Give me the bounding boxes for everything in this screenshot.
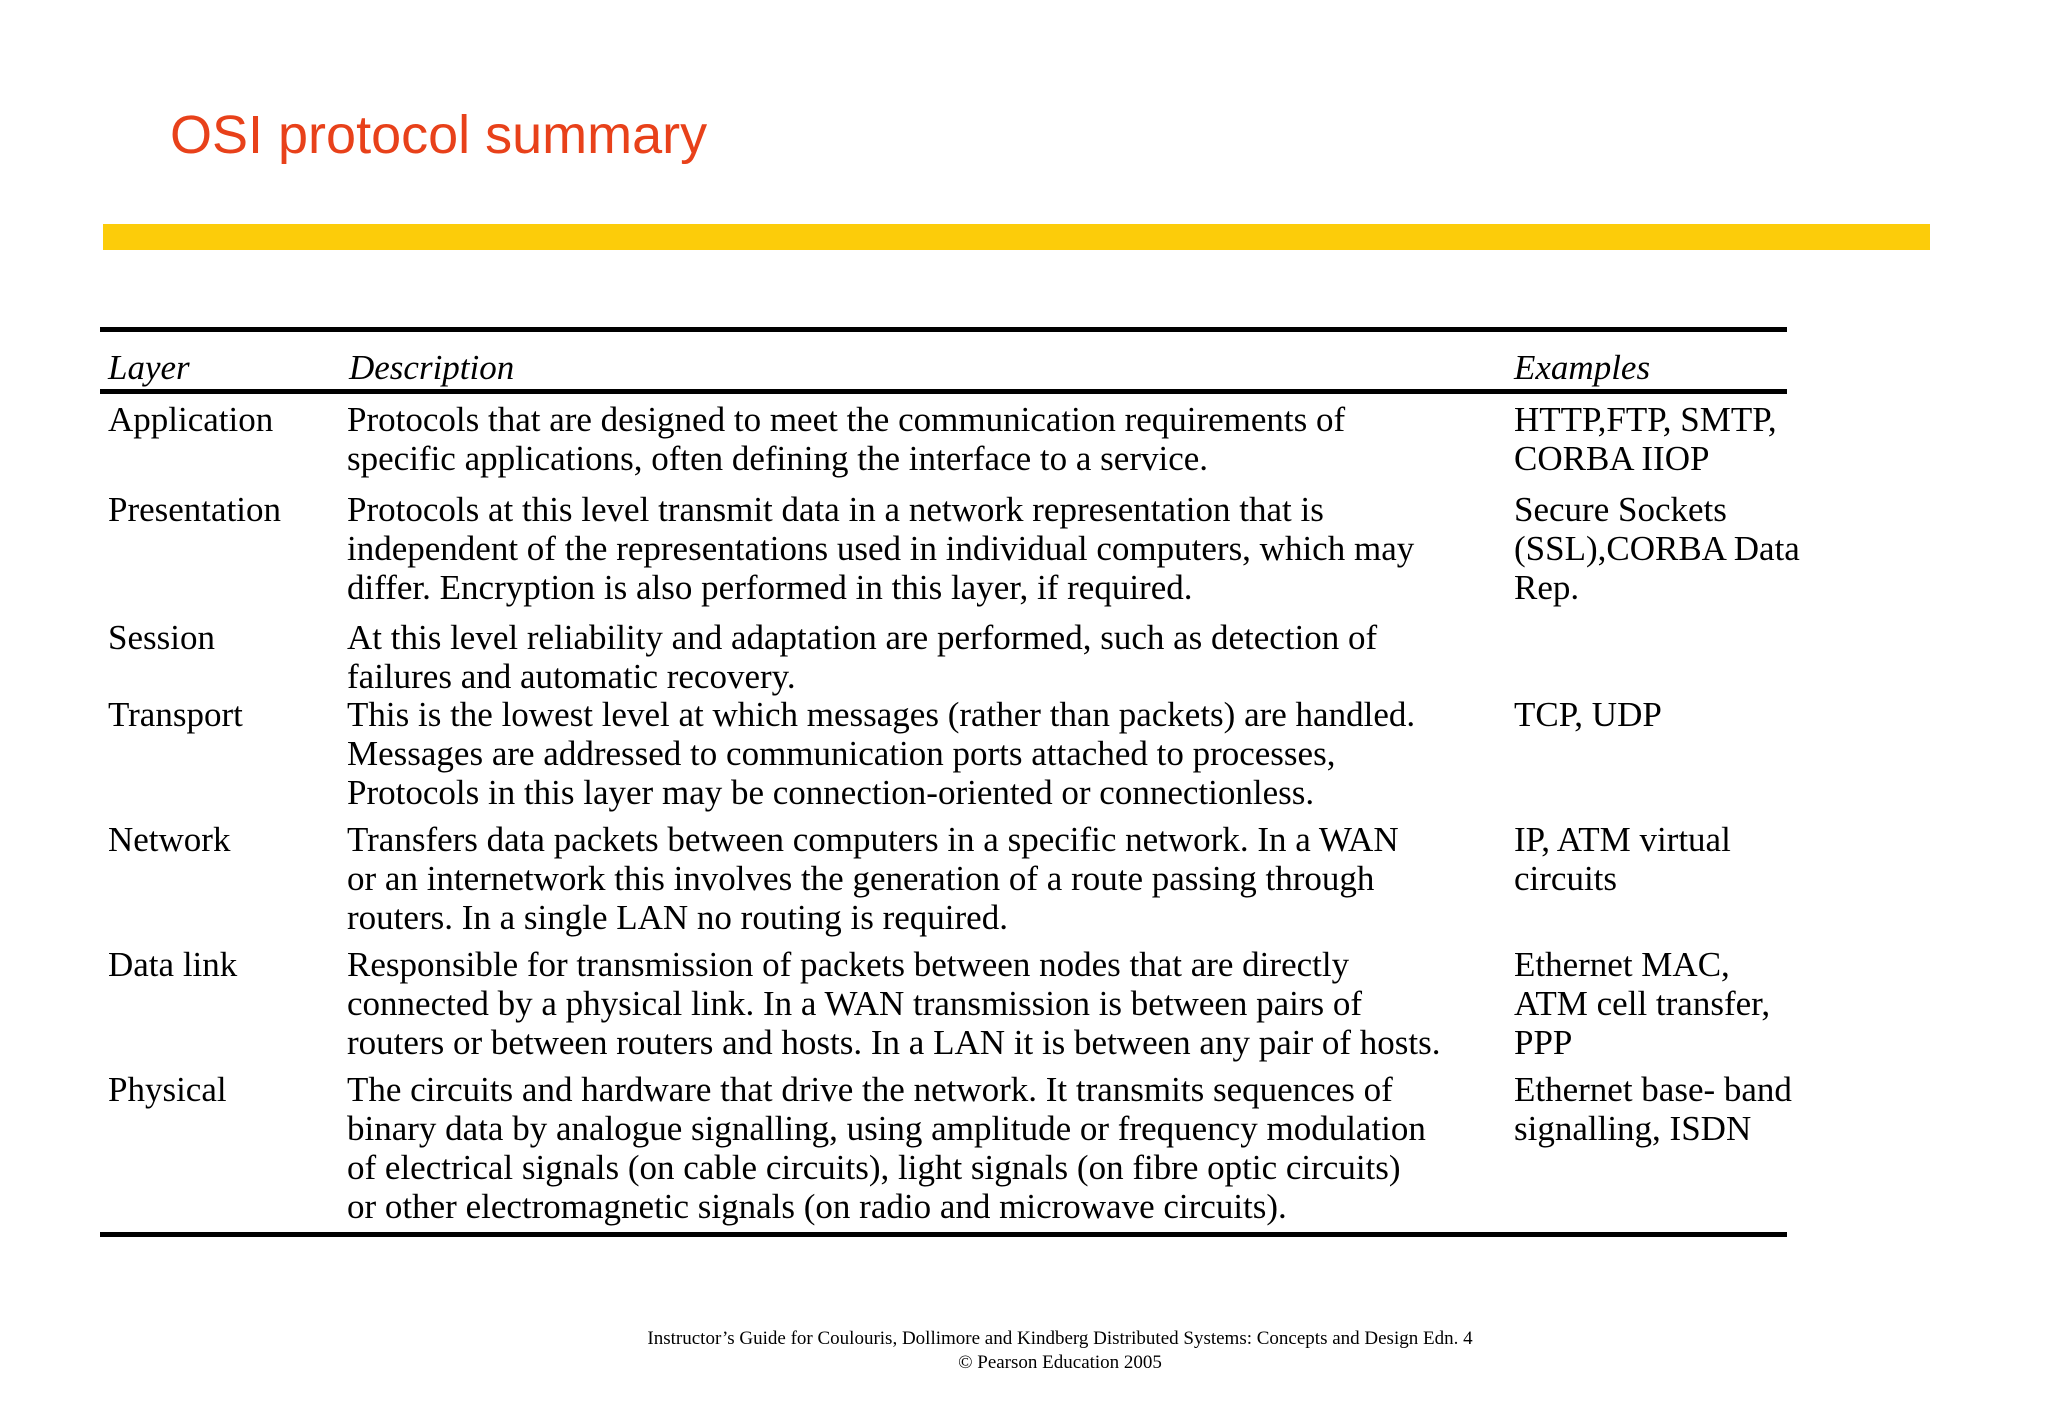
description-line: This is the lowest level at which messages (rather than packets) are handled.	[347, 695, 1416, 734]
layer-description	[347, 490, 1414, 607]
example-line: circuits	[1514, 859, 1618, 898]
layer-examples	[1514, 400, 1777, 478]
description-line: binary data by analogue signalling, using amplitude or frequency modulation	[347, 1109, 1426, 1148]
description-line: routers or between routers and hosts. In a LAN it is between any pair of hosts.	[347, 1023, 1441, 1062]
example-line: HTTP,FTP, SMTP,	[1514, 400, 1777, 439]
description-line: differ. Encryption is also performed in this layer, if required.	[347, 568, 1193, 607]
accent-bar	[103, 224, 1930, 250]
table-top-rule	[100, 327, 1787, 332]
example-line: Ethernet base- band	[1514, 1070, 1792, 1109]
description-line: independent of the representations used in individual computers, which may	[347, 529, 1415, 568]
example-line: Secure Sockets	[1514, 490, 1727, 529]
layer-name: Presentation	[108, 490, 282, 529]
layer-name: Data link	[108, 945, 238, 984]
description-line: Responsible for transmission of packets between nodes that are directly	[347, 945, 1350, 984]
layer-examples	[1514, 945, 1770, 1062]
example-line: CORBA IIOP	[1514, 439, 1710, 478]
layer-description	[347, 945, 1440, 1062]
layer-examples	[1514, 695, 1662, 734]
header-layer: Layer	[108, 348, 190, 387]
page-title: OSI protocol summary	[170, 105, 708, 165]
header-description: Description	[349, 348, 515, 387]
table-bottom-rule	[100, 1232, 1787, 1237]
description-line: Protocols in this layer may be connection-oriented or connectionless.	[347, 773, 1315, 812]
description-line: The circuits and hardware that drive the network. It transmits sequences of	[347, 1070, 1393, 1109]
layer-name: Application	[108, 400, 274, 439]
layer-description	[347, 400, 1345, 478]
layer-name: Session	[108, 618, 215, 657]
description-line: routers. In a single LAN no routing is required.	[347, 898, 1008, 937]
description-line: of electrical signals (on cable circuits), light signals (on fibre optic circuits)	[347, 1148, 1401, 1187]
description-line: Transfers data packets between computers in a specific network. In a WAN	[347, 820, 1399, 859]
example-line: Ethernet MAC,	[1514, 945, 1730, 984]
description-line: specific applications, often defining the interface to a service.	[347, 439, 1209, 478]
layer-examples	[1514, 490, 1800, 607]
layer-examples	[1514, 820, 1731, 898]
layer-name: Physical	[108, 1070, 227, 1109]
description-line: failures and automatic recovery.	[347, 657, 796, 696]
example-line: PPP	[1514, 1023, 1573, 1062]
layer-name: Network	[108, 820, 231, 859]
description-line: or an internetwork this involves the generation of a route passing through	[347, 859, 1375, 898]
header-examples: Examples	[1514, 348, 1651, 387]
description-line: Messages are addressed to communication ports attached to processes,	[347, 734, 1336, 773]
example-line: (SSL),CORBA Data	[1514, 529, 1800, 568]
example-line: Rep.	[1514, 568, 1580, 607]
example-line: IP, ATM virtual	[1514, 820, 1731, 859]
layer-description	[347, 1070, 1426, 1226]
example-line: signalling, ISDN	[1514, 1109, 1752, 1148]
description-line: Protocols that are designed to meet the communication requirements of	[347, 400, 1346, 439]
footer-citation: Instructor’s Guide for Coulouris, Dollimore and Kindberg Distributed Systems: Concepts and Design Edn. 4	[647, 1328, 1473, 1349]
description-line: Protocols at this level transmit data in a network representation that is	[347, 490, 1324, 529]
example-line: TCP, UDP	[1514, 695, 1662, 734]
layer-description	[347, 820, 1399, 937]
layer-examples	[1514, 1070, 1792, 1148]
description-line: connected by a physical link. In a WAN transmission is between pairs of	[347, 984, 1363, 1023]
example-line: ATM cell transfer,	[1514, 984, 1771, 1023]
layer-description	[347, 618, 1377, 696]
table-header-rule	[100, 389, 1787, 394]
footer-copyright: © Pearson Education 2005	[958, 1352, 1162, 1373]
description-line: or other electromagnetic signals (on radio and microwave circuits).	[347, 1187, 1287, 1226]
layer-description	[347, 695, 1415, 812]
description-line: At this level reliability and adaptation are performed, such as detection of	[347, 618, 1378, 657]
layer-name: Transport	[108, 695, 243, 734]
